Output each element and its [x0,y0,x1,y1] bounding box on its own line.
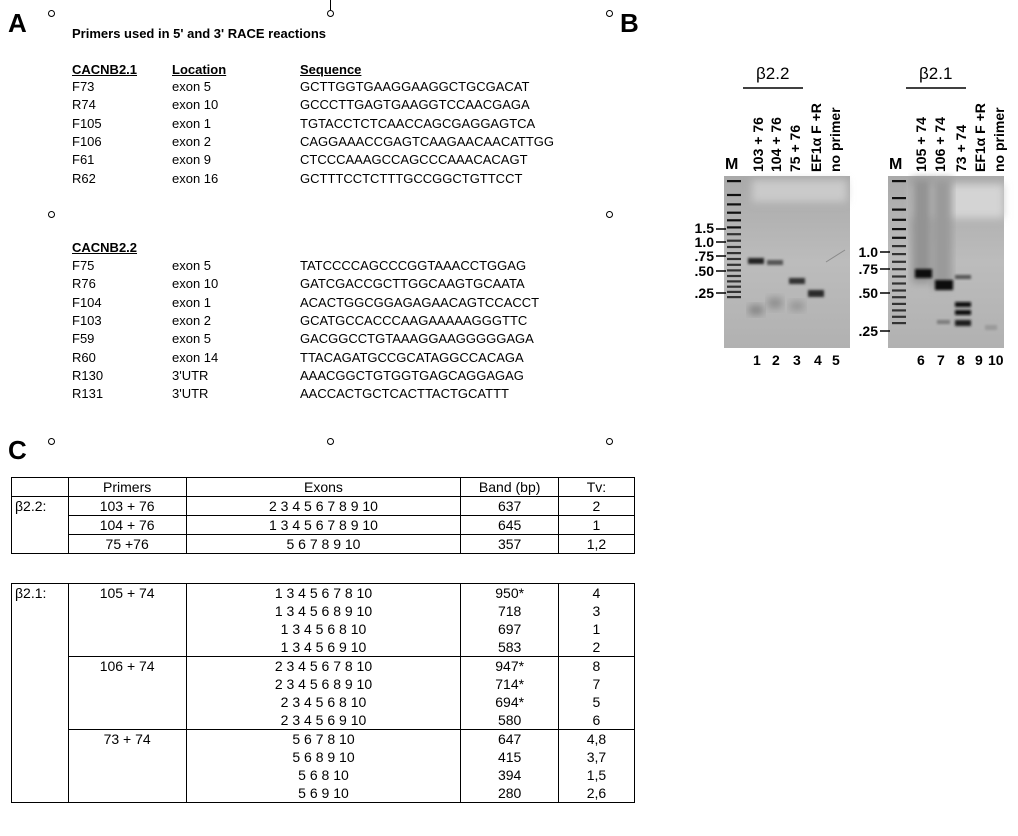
gel-2-band-lane8-top [955,275,971,279]
band-cell: 280 [461,784,558,803]
tv-table-header-row [12,478,635,497]
primer-name: R60 [72,349,96,365]
table-row [12,535,635,554]
tv-cell: 1,2 [558,535,634,554]
primer-location: exon 1 [172,294,212,310]
ladder-band [892,322,906,324]
ladder-band [892,228,906,230]
gel-1-lane-label-4: EF1α F +R [808,103,824,172]
gel-2-lane-label-10: no primer [991,107,1007,172]
gel-1-lane-label-5: no primer [827,107,843,172]
gel-2-lane-label-7: 106 + 74 [932,117,948,172]
tv-cell: 6 [558,711,634,730]
header-primer: CACNB2.1 [72,62,138,77]
ladder-band [892,197,906,199]
tv-cell: 3,7 [558,748,634,766]
ladder-band [727,219,741,221]
table-row [12,516,635,535]
ladder-band [892,245,906,247]
tv-cell: 2 [558,497,634,516]
primer-sequence: TATCCCCAGCCCGGTAAACCTGGAG [300,258,527,273]
gel-1-lane-number-5: 5 [832,352,840,368]
ladder-band [892,282,906,284]
primer-name: F104 [72,294,102,310]
primer-location: 3'UTR [172,386,209,402]
ladder-band [727,275,741,277]
exons-cell: 1 3 4 5 6 8 9 10 [186,602,461,620]
primer-location: exon 5 [172,258,212,273]
primer-sequence: TGTACCTCTCAACCAGCGAGGAGTCA [300,115,536,131]
ladder-band [892,219,906,221]
band-cell: 415 [461,748,558,766]
gel-2-group-label: β2.1 [919,64,953,83]
band-cell: 947* [461,657,558,676]
band-cell: 718 [461,602,558,620]
tv-cell: 7 [558,675,634,693]
primer-location: exon 14 [172,349,219,365]
primer-name: R74 [72,97,96,113]
primer-sequence: CAGGAAACCGAGTCAAGAACAACATTGG [300,133,555,149]
isoform-label: β2.2: [12,497,69,554]
primer-location: exon 1 [172,115,212,131]
primers-cell: 75 +76 [68,535,186,554]
exons-cell: 5 6 7 8 10 [186,730,461,749]
gel-1-band-lane3-faint [790,302,804,310]
exons-cell: 5 6 8 9 10 [186,748,461,766]
ladder-band [892,253,906,255]
band-cell: 645 [461,516,558,535]
primer-sequence: TTACAGATGCCGCATAGGCCACAGA [300,349,524,365]
exons-cell: 5 6 9 10 [186,784,461,803]
primer-sequence: GCTTGGTGAAGGAAGGCTGCGACAT [300,79,530,94]
ladder-band [727,226,741,228]
exons-cell: 2 3 4 5 6 9 10 [186,711,461,730]
ladder-band [727,286,741,288]
gel-2-band-lane7 [935,280,953,290]
gel-1-marker-label: M [725,156,739,173]
primer-name: F106 [72,133,102,149]
exons-cell: 2 3 4 5 6 7 8 10 [186,657,461,676]
band-cell: 714* [461,675,558,693]
gel-1-lane-label-1: 103 + 76 [750,117,766,172]
header-exons: Exons [186,478,461,497]
table-row [12,584,635,603]
ladder-band [727,212,741,214]
primer-sequence: AAACGGCTGTGGTGAGCAGGAGAG [300,367,524,383]
primer-sequence: GATCGACCGCTTGGCAAGTGCAATA [300,276,525,292]
tv-cell: 8 [558,657,634,676]
ladder-band [727,203,741,205]
ladder-band [727,296,741,298]
gel-1-lane-number-2: 2 [772,352,780,368]
primer-name: F103 [72,312,102,328]
table-row [12,657,635,676]
gel-1-mw-0-25: .25 [694,285,714,301]
gel-1-mw-1-5: 1.5 [694,220,714,236]
band-cell: 583 [461,638,558,657]
gel-2-mw-0-75: .75 [858,261,878,277]
gel-2-lane-label-8: 73 + 74 [953,124,969,172]
ladder-band [892,237,906,239]
primer-name: R130 [72,367,104,383]
primers-cell: 103 + 76 [68,497,186,516]
ladder-band [727,269,741,271]
exons-cell: 1 3 4 5 6 7 8 10 [186,584,461,603]
primer-location: exon 5 [172,79,212,94]
gel-1-band-lane3 [789,278,805,284]
gel-1-mw-1-0: 1.0 [694,234,714,250]
gel-2-lane-number-9: 9 [975,352,983,368]
gel-1-mw-0-50: .50 [694,263,714,279]
gel-1-lane-number-4: 4 [814,352,822,368]
header-sequence: Sequence [300,62,362,77]
gel-2-mw-1-0: 1.0 [858,244,878,260]
gel-2-band-lane8-a [955,302,971,307]
primer-sequence: GCTTTCCTCTTTGCCGGCTGTTCCT [300,170,523,186]
header-tv: Tv: [558,478,634,497]
gel-2-band-lane6 [915,269,932,278]
gel-1-band-lane4 [808,290,824,297]
gel-2-lane-number-8: 8 [957,352,965,368]
primers-cell: 104 + 76 [68,516,186,535]
gel-2-band-lane8-c [955,320,971,326]
header-band: Band (bp) [461,478,558,497]
primer-name: F75 [72,258,95,273]
primer-sequence: CTCCCAAAGCCAGCCCAAACACAGT [300,152,528,168]
band-cell: 697 [461,620,558,638]
gel-2-mw-0-25: .25 [858,323,878,339]
ladder-band [892,289,906,291]
primer-name: R62 [72,170,96,186]
table-row [12,730,635,749]
gel-2-lane-number-10: 10 [988,352,1004,368]
primers-cell: 73 + 74 [68,730,186,803]
primer-location: exon 10 [172,276,219,292]
exons-cell: 2 3 4 5 6 7 8 9 10 [186,497,461,516]
primer-location: 3'UTR [172,367,209,383]
ladder-band [892,261,906,263]
band-cell: 580 [461,711,558,730]
ladder-band [892,309,906,311]
ladder-band [892,296,906,298]
primer-name: R76 [72,276,96,292]
ladder-band [727,252,741,254]
gel-1-lane-number-1: 1 [753,352,761,368]
primer-name: F73 [72,79,95,94]
gel-1-smear [752,180,847,202]
panel-letter-c: C [8,435,27,465]
tv-cell: 2 [558,638,634,657]
exons-cell: 1 3 4 5 6 8 10 [186,620,461,638]
primer-sequence: GACGGCCTGTAAAGGAAGGGGGAGA [300,331,534,347]
gel-2-smear-lane7 [932,178,952,288]
exons-cell: 2 3 4 5 6 8 9 10 [186,675,461,693]
tv-table-b22 [11,477,635,554]
panel-letter-b: B [620,8,639,38]
tv-cell: 2,6 [558,784,634,803]
gel-1-mw-0-75: .75 [694,248,714,264]
ladder-band [892,180,906,182]
primers-cell: 105 + 74 [68,584,186,657]
panel-letter-a: A [8,8,27,38]
band-cell: 647 [461,730,558,749]
gel-2-band-lane7-low [937,320,950,324]
primers-cell: 106 + 74 [68,657,186,730]
tv-cell: 4 [558,584,634,603]
primer-location: exon 2 [172,312,212,328]
ladder-band [727,280,741,282]
primer-name: F105 [72,115,102,131]
tv-cell: 1 [558,620,634,638]
primer-location: exon 5 [172,331,212,347]
ladder-band [727,264,741,266]
gel-1-band-lane2-faint [768,298,782,308]
gel-1-band-lane1 [748,258,764,264]
gel-2-lane-number-6: 6 [917,352,925,368]
gel-2-lane-number-7: 7 [937,352,945,368]
exons-cell: 1 3 4 5 6 9 10 [186,638,461,657]
isoform-label: β2.1: [12,584,69,803]
ladder-band [892,303,906,305]
tv-cell: 5 [558,693,634,711]
ladder-band [727,233,741,235]
tv-table-b21 [11,583,635,803]
exons-cell: 1 3 4 5 6 7 8 9 10 [186,516,461,535]
ladder-band [727,194,741,196]
header-location: Location [172,62,227,77]
primer-sequence: ACACTGGCGGAGAGAACAGTCCACCT [300,294,540,310]
gel-1-group-label: β2.2 [756,64,790,83]
gel-2-lane-label-6: 105 + 74 [913,117,929,172]
exons-cell: 5 6 8 10 [186,766,461,784]
table-row [12,497,635,516]
primer-location: exon 2 [172,133,212,149]
header-empty [12,478,69,497]
ladder-band [892,316,906,318]
tv-cell: 3 [558,602,634,620]
ladder-band [892,268,906,270]
gel-1-lane-number-3: 3 [793,352,801,368]
gel-1-lane-label-2: 104 + 76 [768,117,784,172]
gel-2-band-lane10 [985,325,997,330]
primer-name: R131 [72,386,104,402]
gel-2-mw-0-50: .50 [858,285,878,301]
ladder-band [892,209,906,211]
ladder-band [727,240,741,242]
tv-cell: 1 [558,516,634,535]
band-cell: 357 [461,535,558,554]
primer-name: F59 [72,331,95,347]
tv-cell: 4,8 [558,730,634,749]
gel-1-band-lane1-faint [749,306,763,314]
primer-sequence: GCATGCCACCCAAGAAAAAGGGTTC [300,312,528,328]
ladder-band [727,291,741,293]
tv-cell: 1,5 [558,766,634,784]
band-cell: 694* [461,693,558,711]
band-cell: 394 [461,766,558,784]
primer-sequence: GCCCTTGAGTGAAGGTCCAACGAGA [300,97,530,113]
ladder-band [727,246,741,248]
exons-cell: 2 3 4 5 6 8 10 [186,693,461,711]
exons-cell: 5 6 7 8 9 10 [186,535,461,554]
gel-2-smear-lane6 [912,178,932,283]
ladder-band [892,275,906,277]
gel-2-marker-label: M [889,156,903,173]
gel-2-lane-label-9: EF1α F +R [972,103,988,172]
primer-location: exon 10 [172,97,219,113]
band-cell: 637 [461,497,558,516]
gel-1-band-lane2 [767,260,783,265]
header-primers: Primers [68,478,186,497]
primer-name: F61 [72,152,95,168]
panel-a-title: Primers used in 5' and 3' RACE reactions [72,26,326,41]
primer-location: exon 9 [172,152,212,168]
gel-1-lane-label-3: 75 + 76 [787,124,803,172]
gel-2-band-lane8-b [955,310,971,315]
primer-location: exon 16 [172,170,219,186]
primer-sequence: AACCACTGCTCACTTACTGCATTT [300,386,509,402]
ladder-band [727,180,741,182]
band-cell: 950* [461,584,558,603]
header-primer-2: CACNB2.2 [72,240,138,255]
ladder-band [727,258,741,260]
